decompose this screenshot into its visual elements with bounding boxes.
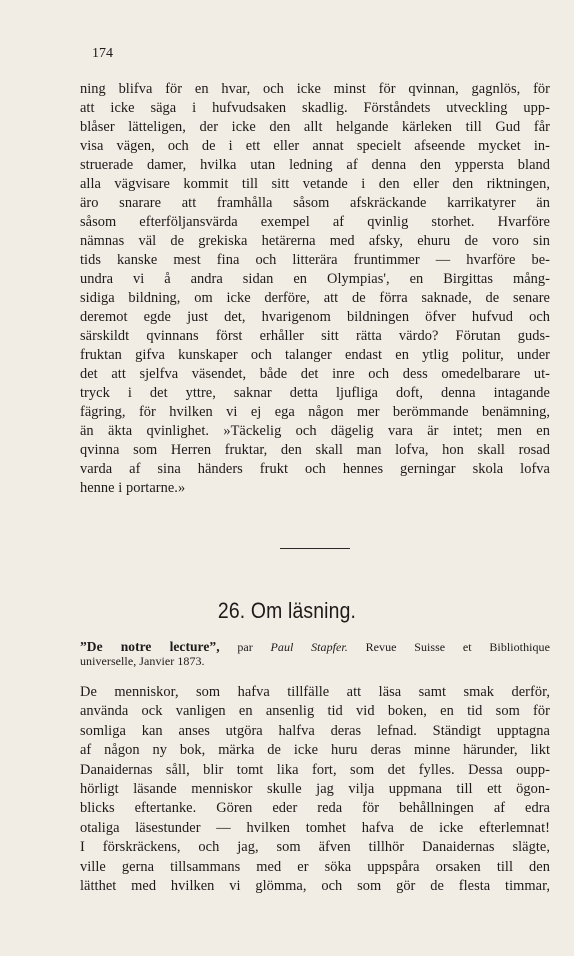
text-line: än äkta qvinlighet. »Täckelig och dägelig vara är intet; men en bbox=[80, 423, 550, 439]
text-line: Danaidernas såll, blir tomt lika fort, som det fylles. Dessa oupp- bbox=[80, 761, 550, 778]
text-line: använda ock vanligen en ansenlig tid vid boken, en tid som för bbox=[80, 703, 550, 720]
text-line: att icke säga i hufvudsaken skadlig. Förståndets utveckling upp- bbox=[80, 100, 550, 116]
text-line: qvinna som Herren fruktar, den skall man lofva, hon skall rosad bbox=[80, 442, 550, 458]
text-line: deremot egde just det, hvarigenom bildningen öfver hufvud och bbox=[80, 309, 550, 325]
text-line: af någon ny bok, märka de icke huru deras minne härunder, likt bbox=[80, 742, 550, 759]
text-line: somliga kan anses utgöra halfva deras lefnad. Ständigt upptagna bbox=[80, 722, 550, 739]
text-line: såsom efterföljansvärda exempel af qvinlig storhet. Hvarföre bbox=[80, 214, 550, 230]
text-line: nämnas väl de grekiska hetärerna med afsky, ehuru de voro sin bbox=[80, 233, 550, 249]
text-line: varda af sina händers frukt och hennes gerningar skola lofva bbox=[80, 461, 550, 477]
text-line: struerade damer, hvilka utan ledning af denna den yppersta bland bbox=[80, 157, 550, 173]
citation bbox=[80, 639, 550, 669]
text-line: visa vägen, och de i ett eller annat specielt afseende mycket in- bbox=[80, 138, 550, 154]
text-line: fruktan gifva kunskaper och talanger endast en ytlig politur, under bbox=[80, 347, 550, 363]
text-line: ning blifva för en hvar, och icke minst för qvinnan, gagnlös, för bbox=[80, 81, 550, 97]
text-line: ville gerna tillsammans med er söka uppspåra orsaken till den bbox=[80, 858, 550, 875]
text-line: särskildt qvinnans först erhåller sitt rätta värdo? Förutan guds- bbox=[80, 328, 550, 344]
text-line: I förskräckens, och jag, som äfven tillhör Danaidernas slägte, bbox=[80, 839, 550, 856]
text-line: tids kanske mest fina och litterära fruntimmer — hvarföre be- bbox=[80, 252, 550, 268]
text-line: De menniskor, som hafva tillfälle att läsa samt smak derför, bbox=[80, 684, 550, 700]
text-line: äro snarare att framhålla såsom afskräckande karrikatyrer än bbox=[80, 195, 550, 211]
paragraph-body bbox=[80, 683, 550, 896]
paragraph-continued bbox=[80, 80, 550, 498]
page-number: 174 bbox=[92, 46, 113, 61]
text-line: fägring, för hvilken vi ej ega någon mer berömmande benämning, bbox=[80, 404, 550, 420]
text-line: henne i portarne.» bbox=[80, 480, 186, 496]
section-divider bbox=[280, 548, 350, 549]
text-line: det att sjelfva väsendet, både det inre och dess omedelbarare ut- bbox=[80, 366, 550, 382]
text-line: lätthet med hvilken vi glömma, och som gör de flesta timmar, bbox=[80, 877, 550, 894]
citation-source-continued: universelle, Janvier 1873. bbox=[80, 654, 205, 668]
chapter-heading: 26. Om läsning. bbox=[217, 598, 357, 623]
citation-source: Revue Suisse et Bibliothique bbox=[365, 640, 550, 654]
text-line: blåser lätteligen, der icke den allt helgande kärleken till Gud får bbox=[80, 119, 550, 135]
citation-by: par bbox=[237, 640, 253, 654]
text-line: undra vi å andra sidan en Olympias', en Birgittas mång- bbox=[80, 271, 550, 287]
citation-author: Paul Stapfer. bbox=[270, 640, 348, 654]
citation-line bbox=[80, 639, 550, 654]
text-line: otaliga läsestunder — hvilken tomhet hafva de icke efterlemnat! bbox=[80, 819, 550, 836]
text-line: tryck i det yttre, saknar detta ljufliga doft, denna intagande bbox=[80, 385, 550, 401]
text-line: blicks eftertanke. Gören eder reda för behållningen af edra bbox=[80, 800, 550, 817]
text-line: sidiga bildning, om icke derföre, att de förra saknade, de senare bbox=[80, 290, 550, 306]
text-line: hörligt läsande menniskor skulle jag vilja uppmana till ett ögon- bbox=[80, 780, 550, 797]
citation-title: ”De notre lecture”, bbox=[80, 639, 220, 654]
text-line: alla vägvisare kommit till sitt vetande i den eller den riktningen, bbox=[80, 176, 550, 192]
